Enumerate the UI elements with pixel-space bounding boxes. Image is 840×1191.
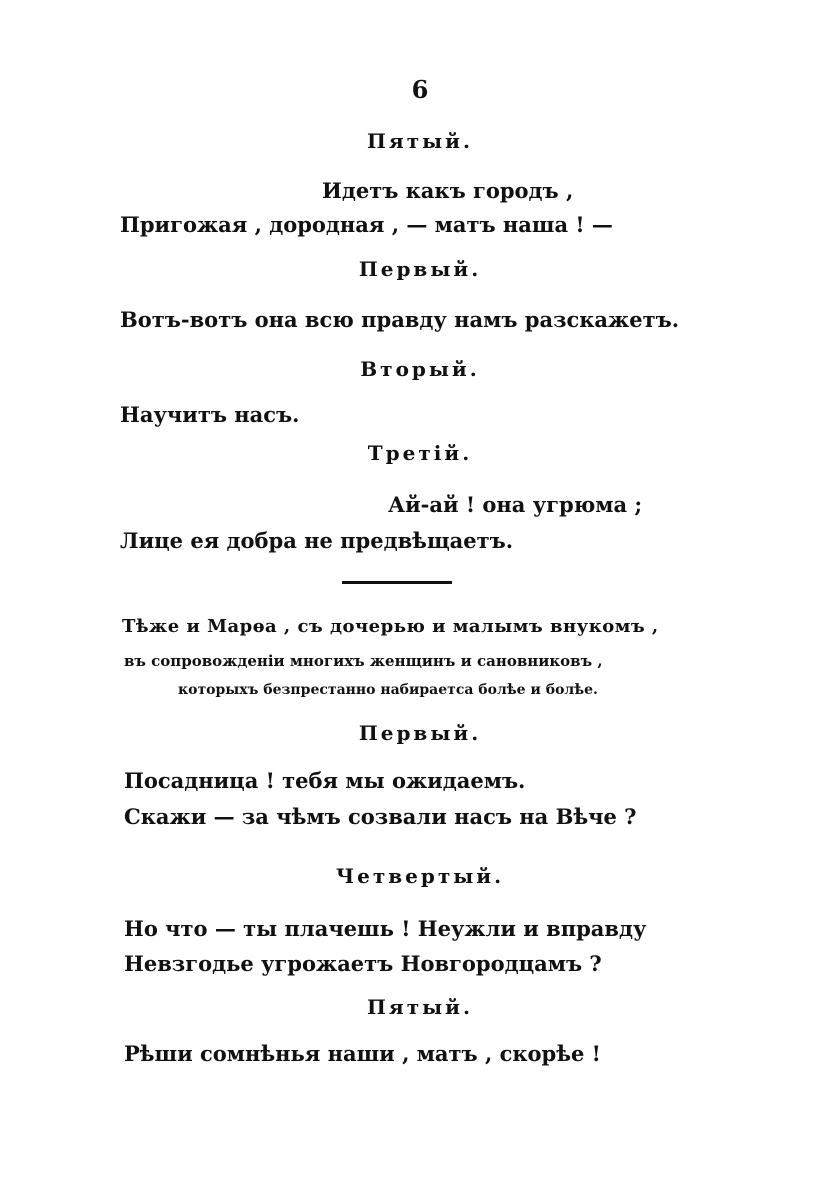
speaker-name: Третій. [367, 441, 473, 465]
verse-line: Скажи — за чѣмъ созвали насъ на Вѣче ? [124, 804, 637, 829]
speaker-name: Первый. [358, 721, 482, 745]
page-number: 6 [411, 75, 429, 104]
stage-direction-line: въ сопровожденіи многихъ женщинъ и сановниковъ , [124, 652, 603, 670]
speaker-name: Первый. [358, 257, 482, 281]
verse-line: Невзгодье угрожаетъ Новгородцамъ ? [124, 951, 602, 976]
stage-direction-line: которыхъ безпрестанно набираетса болѣе и болѣе. [178, 682, 598, 698]
verse-line: Ай-ай ! она угрюма ; [388, 492, 643, 517]
speaker-name: Четвертый. [335, 864, 505, 888]
verse-line: Но что — ты плачешь ! Неужли и вправду [124, 916, 647, 941]
verse-line: Вотъ-вотъ она всю правду намъ разскажетъ. [120, 307, 680, 332]
verse-line: Лице ея добра не предвѣщаетъ. [120, 528, 514, 553]
verse-line: Научитъ насъ. [120, 402, 300, 427]
verse-line: Пригожая , дородная , — матъ наша ! — [120, 212, 613, 237]
verse-line: Идетъ какъ городъ , [322, 178, 574, 203]
speaker-name: Пятый. [367, 995, 473, 1019]
verse-line: Посадница ! тебя мы ожидаемъ. [124, 768, 526, 793]
stage-direction-line: Тѣже и Марѳа , съ дочерью и малымъ внукомъ , [122, 616, 659, 637]
speaker-name: Пятый. [367, 129, 473, 153]
speaker-name: Вторый. [360, 357, 480, 381]
verse-line: Рѣши сомнѣнья наши , матъ , скорѣе ! [124, 1041, 601, 1066]
section-divider [342, 581, 452, 584]
